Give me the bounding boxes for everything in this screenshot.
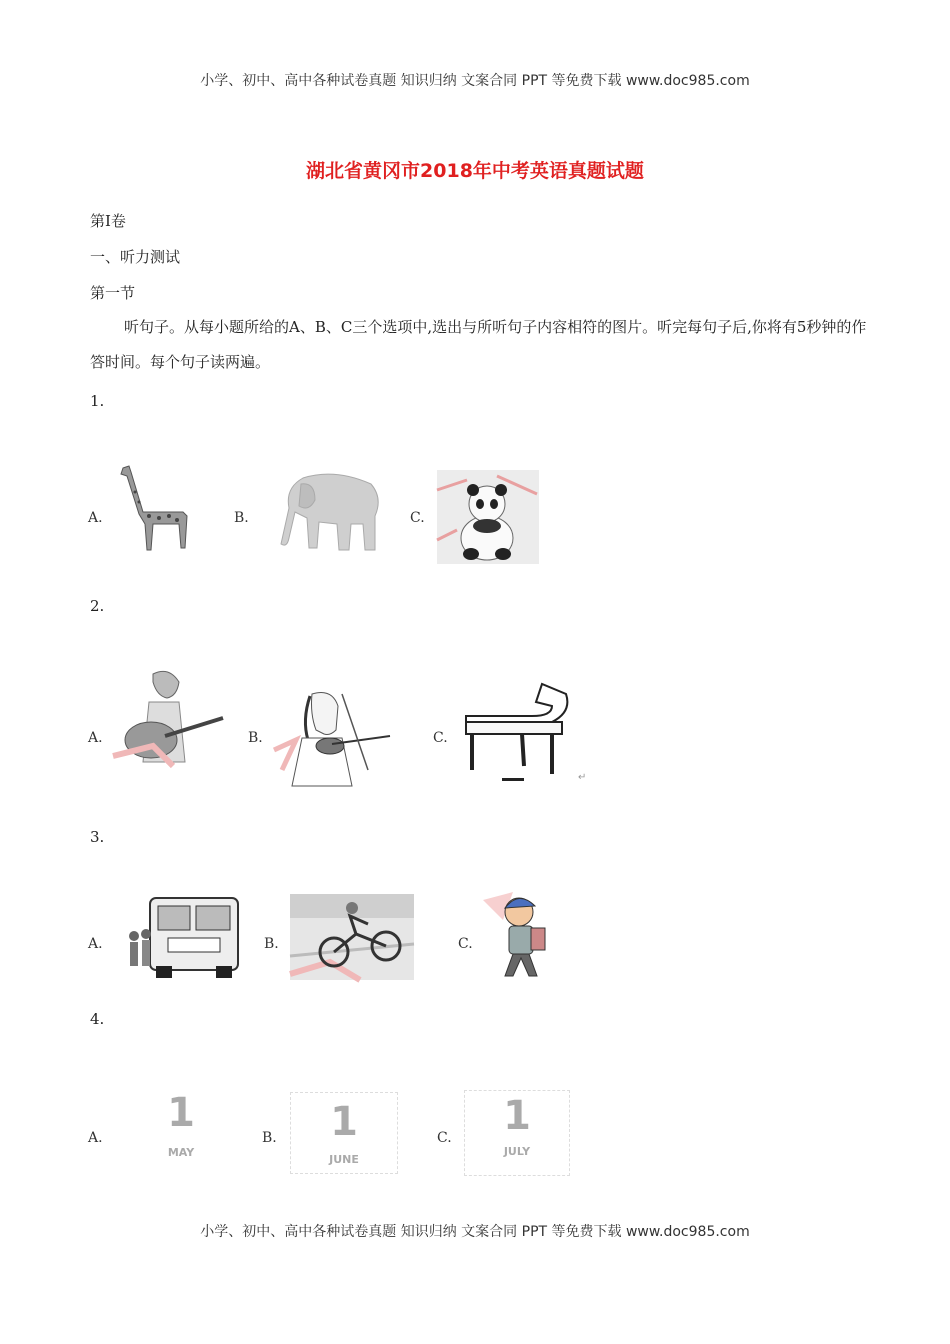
cyclist-image [290,894,414,980]
option-letter: B. [264,936,279,952]
calendar-month: JUNE [329,1153,359,1166]
section-heading: 第一节 [90,284,136,302]
calendar-image [146,1090,216,1180]
calendar-day: 1 [503,1093,531,1139]
question-number: 1. [90,392,105,410]
option-letter: A. [88,510,103,526]
option-letter: C. [458,936,473,952]
violin-player-image [272,690,394,786]
question-number: 2. [90,597,105,615]
bus-image [118,892,242,980]
panda-image [437,470,539,564]
giraffe-image [113,462,213,562]
walking-boy-image [483,890,563,984]
calendar-month: MAY [167,1146,195,1159]
exam-title: 湖北省黄冈市2018年中考英语真题试题 [306,160,644,182]
part-heading: 一、听力测试 [90,248,181,266]
option-letter: B. [248,730,263,746]
option-letter: C. [410,510,425,526]
elephant-image [275,468,387,556]
calendar-day: 1 [167,1090,195,1136]
calendar-month: JULY [503,1145,531,1158]
instructions: 听句子。从每小题所给的A、B、C三个选项中,选出与所听句子内容相符的图片。听完每句子后,你将有5秒钟的作答时间。每个句子读两遍。 [90,318,867,371]
option-letter: C. [433,730,448,746]
question-number: 3. [90,828,105,846]
calendar-day: 1 [330,1099,358,1145]
option-letter: A. [88,936,103,952]
option-letter: A. [88,730,103,746]
svg-text:↵: ↵ [578,772,587,783]
page-header: 小学、初中、高中各种试卷真题 知识归纳 文案合同 PPT 等免费下载 www.doc985.com [200,73,750,89]
calendar-image [290,1092,398,1174]
option-letter: B. [262,1130,277,1146]
volume-heading: 第Ⅰ卷 [90,212,126,230]
option-letter: C. [437,1130,452,1146]
piano-image [462,682,587,783]
question-number: 4. [90,1010,105,1028]
option-letter: A. [88,1130,103,1146]
page-footer: 小学、初中、高中各种试卷真题 知识归纳 文案合同 PPT 等免费下载 www.doc985.com [200,1224,750,1240]
calendar-image [464,1090,570,1176]
option-letter: B. [234,510,249,526]
guitar-player-image [113,666,225,770]
